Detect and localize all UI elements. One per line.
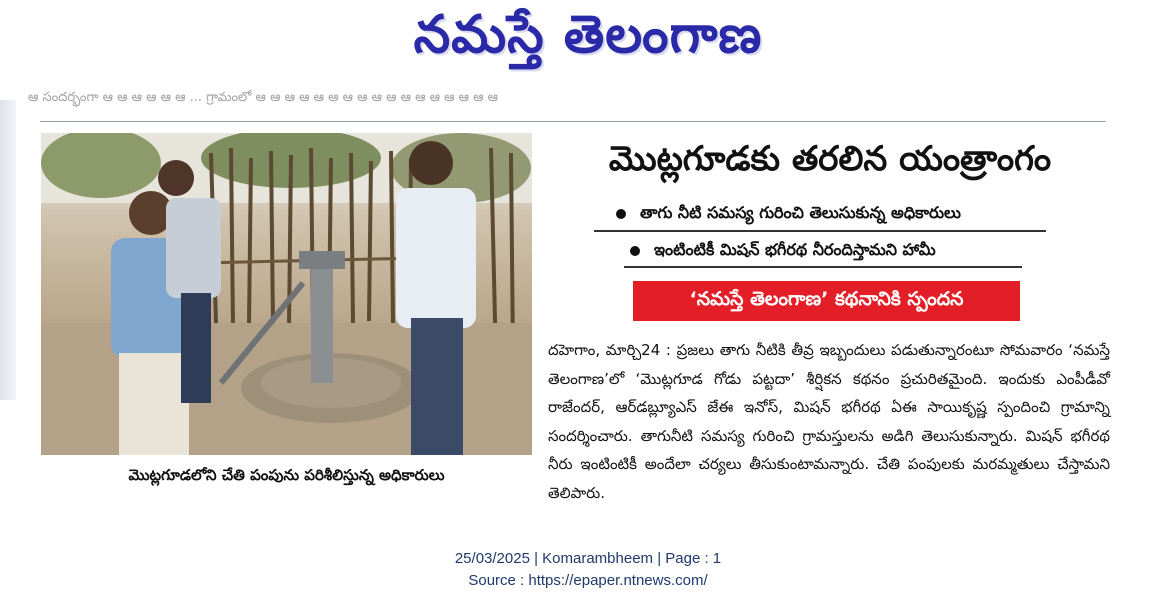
news-photo: [41, 133, 532, 455]
page-edge-shadow: [0, 100, 16, 400]
masthead: [0, 0, 1176, 82]
subheading-bullet: [630, 237, 936, 265]
article-body: [548, 336, 1110, 508]
masthead-title: నమస్తే తెలంగాణ: [413, 4, 763, 65]
bullet-underline: [594, 230, 1046, 232]
article-headline: మొట్లగూడకు తరలిన యంత్రాంగం: [608, 139, 1052, 179]
article-body-paragraph: దహెగాం, మార్చి24 : ప్రజలు తాగు నీటికి తీవ్ర ఇబ్బందులు పడుతున్నారంటూ సోమవారం ‘నమస్తే తెలంగాణ’లో ‘మొట్లగూడ గోడు పట్టదా’ శీర్షికన కథనం ప్రచురితమైంది. ఇందుకు ఎంపీడీవో రాజేందర్, ఆర్‌డబ్ల్యూఎస్ జేఈ ఇనోస్, మిషన్ భగీరథ ఏఈ సాయికృష్ణ స్పందించి గ్రామాన్ని సందర్శించారు. తాగునీటి సమస్య గురించి గ్రామస్తులను అడిగి తెలుసుకున్నారు. మిషన్ భగీరథ నీరు ఇంటింటికీ అందేలా చర్యలు తీసుకుంటామన్నారు. చేతి పంపులకు మరమ్మతులు చేస్తామని తెలిపారు.: [548, 341, 1110, 502]
response-banner: ‘నమస్తే తెలంగాణ’ కథనానికి స్పందన: [633, 281, 1020, 321]
footer-source: Source : https://epaper.ntnews.com/: [468, 572, 708, 589]
subheading-text: తాగు నీటి సమస్య గురించి తెలుసుకున్న అధికారులు: [640, 202, 961, 222]
subheading-text: ఇంటింటికీ మిషన్ భగీరథ నీరందిస్తామని హామీ: [654, 239, 936, 259]
photo-caption: మొట్లగూడలోని చేతి పంపును పరిశీలిస్తున్న అధికారులు: [128, 466, 445, 484]
bullet-underline: [624, 266, 1022, 268]
photo-illustration: [41, 133, 532, 455]
clipped-previous-article-line: ఆ సందర్భంగా ఆ ఆ ఆ ఆ ఆ ఆ ... గ్రామంలో ఆ ఆ ఆ ఆ ఆ ఆ ఆ ఆ ఆ ఆ ఆ ఆ ఆ ఆ ఆ ఆ ఆ: [28, 90, 499, 105]
subheading-bullet: [616, 200, 961, 228]
section-divider: [40, 121, 1106, 122]
bullet-dot-icon: [616, 209, 626, 219]
page-footer: [0, 548, 1176, 592]
footer-date-edition: 25/03/2025 | Komarambheem | Page : 1: [454, 550, 722, 567]
bullet-dot-icon: [630, 246, 640, 256]
